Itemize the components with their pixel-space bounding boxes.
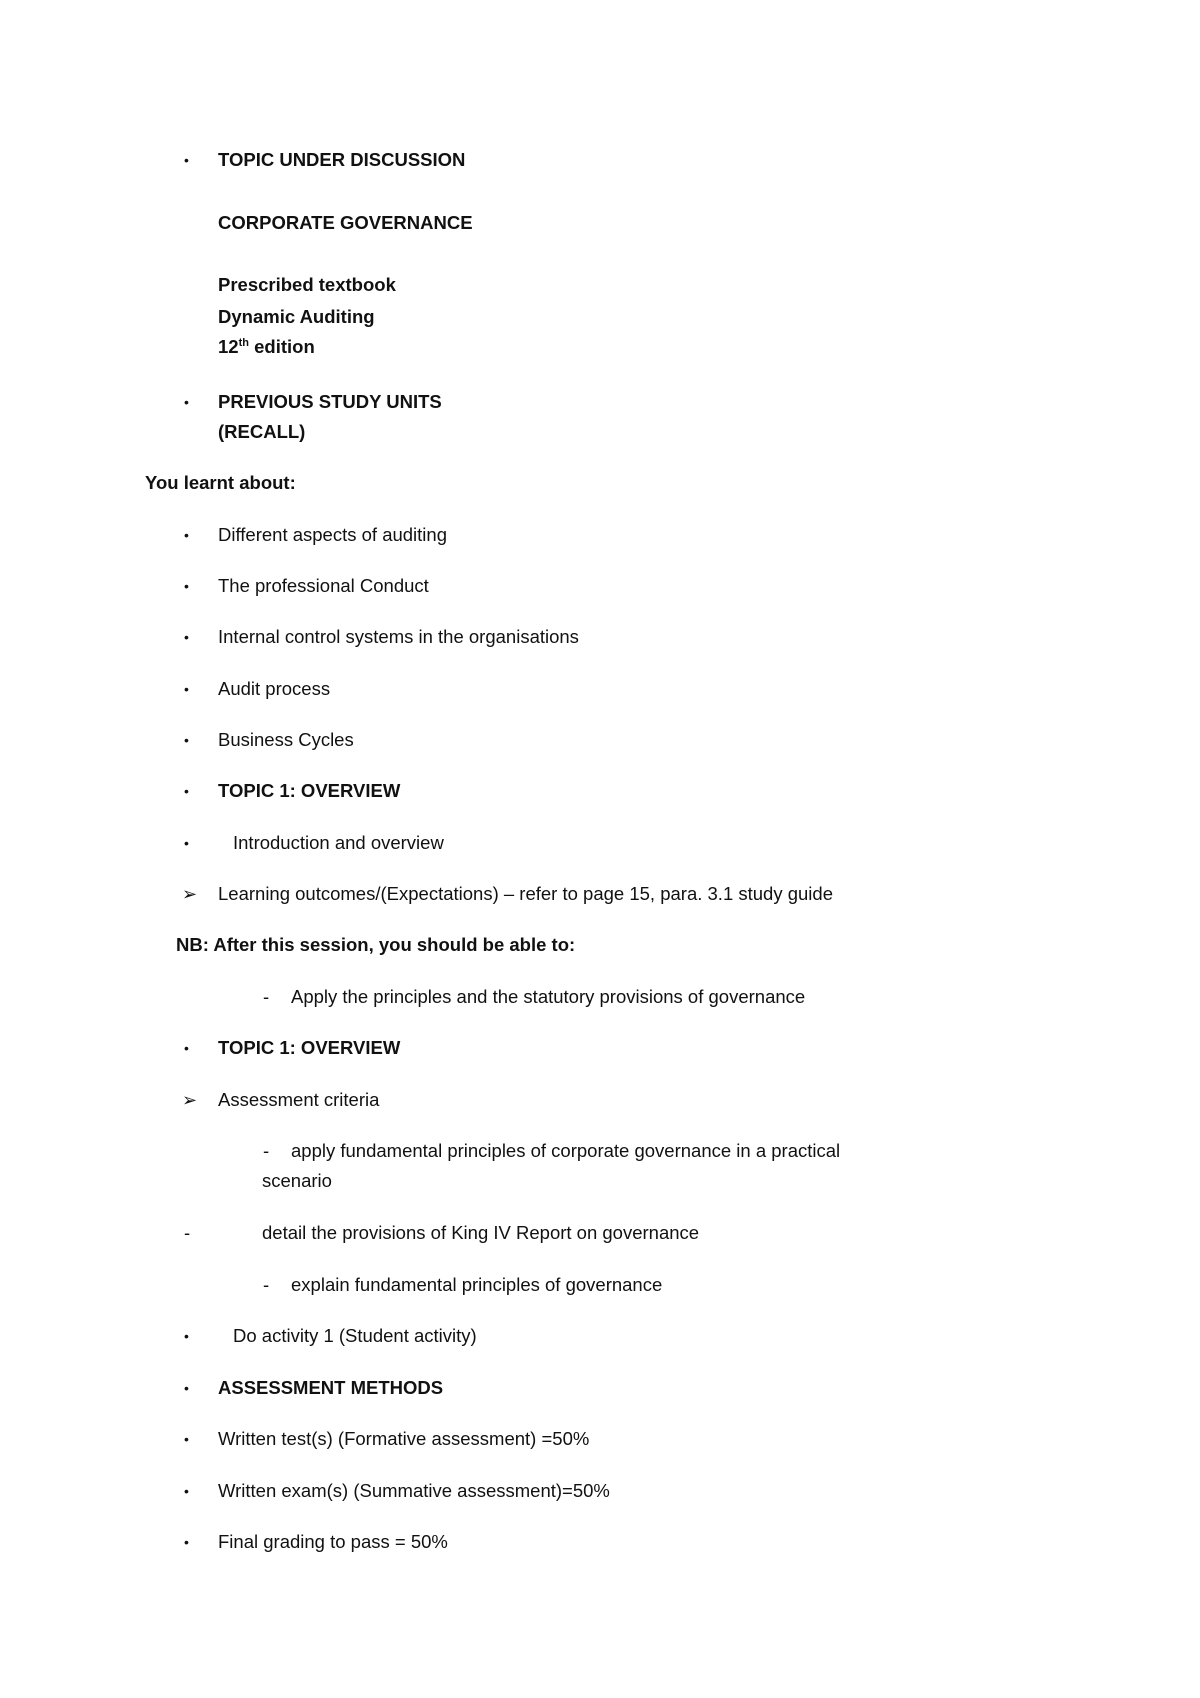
list-item: Introduction and overview bbox=[233, 832, 444, 853]
dash-icon: - bbox=[184, 1222, 191, 1243]
bullet-icon: • bbox=[184, 783, 189, 799]
bullet-icon: • bbox=[184, 1328, 189, 1344]
edition-word: edition bbox=[248, 336, 315, 357]
previous-units-heading: PREVIOUS STUDY UNITS bbox=[218, 391, 442, 412]
nb-heading: NB: After this session, you should be able to: bbox=[176, 934, 576, 955]
list-item: Business Cycles bbox=[218, 729, 354, 750]
topic-under-discussion-heading: TOPIC UNDER DISCUSSION bbox=[218, 149, 466, 170]
textbook-label: Prescribed textbook bbox=[218, 274, 396, 295]
bullet-icon: • bbox=[184, 578, 189, 594]
assessment-criteria-line: Assessment criteria bbox=[218, 1089, 380, 1110]
recall-label: (RECALL) bbox=[218, 421, 306, 442]
list-item: Written test(s) (Formative assessment) =50% bbox=[218, 1428, 590, 1449]
bullet-icon: • bbox=[184, 629, 189, 645]
dash-icon: - bbox=[263, 1274, 270, 1295]
bullet-icon: • bbox=[184, 835, 189, 851]
bullet-icon: • bbox=[184, 1483, 189, 1499]
list-item: apply fundamental principles of corporate governance in a practical bbox=[291, 1140, 841, 1161]
list-item: Apply the principles and the statutory provisions of governance bbox=[291, 986, 806, 1007]
list-item: Internal control systems in the organisations bbox=[218, 626, 579, 647]
you-learnt-heading: You learnt about: bbox=[145, 472, 296, 493]
corporate-governance-heading: CORPORATE GOVERNANCE bbox=[218, 212, 473, 233]
bullet-icon: • bbox=[184, 394, 189, 410]
textbook-title: Dynamic Auditing bbox=[218, 306, 375, 327]
activity-line: Do activity 1 (Student activity) bbox=[233, 1325, 477, 1346]
bullet-icon: • bbox=[184, 1431, 189, 1447]
textbook-edition bbox=[218, 336, 315, 358]
topic1-overview-heading: TOPIC 1: OVERVIEW bbox=[218, 780, 401, 801]
bullet-icon: • bbox=[184, 527, 189, 543]
list-item-continuation: scenario bbox=[262, 1170, 332, 1191]
list-item: Written exam(s) (Summative assessment)=50% bbox=[218, 1480, 610, 1501]
arrow-bullet-icon: ➢ bbox=[182, 884, 198, 904]
list-item: Different aspects of auditing bbox=[218, 524, 447, 545]
list-item: The professional Conduct bbox=[218, 575, 429, 596]
bullet-icon: • bbox=[184, 732, 189, 748]
learning-outcomes-line: Learning outcomes/(Expectations) – refer to page 15, para. 3.1 study guide bbox=[218, 883, 833, 904]
bullet-icon: • bbox=[184, 681, 189, 697]
edition-suffix: th bbox=[238, 336, 249, 349]
bullet-icon: • bbox=[184, 1040, 189, 1056]
list-item: explain fundamental principles of governance bbox=[291, 1274, 663, 1295]
dash-icon: - bbox=[263, 1140, 270, 1161]
dash-icon: - bbox=[263, 986, 270, 1007]
list-item: Final grading to pass = 50% bbox=[218, 1531, 448, 1552]
list-item: Audit process bbox=[218, 678, 331, 699]
assessment-methods-heading: ASSESSMENT METHODS bbox=[218, 1377, 444, 1398]
bullet-icon: • bbox=[184, 1534, 189, 1550]
topic1-overview-heading: TOPIC 1: OVERVIEW bbox=[218, 1037, 401, 1058]
edition-number: 12 bbox=[218, 336, 239, 357]
bullet-icon: • bbox=[184, 152, 189, 168]
arrow-bullet-icon: ➢ bbox=[182, 1090, 198, 1110]
list-item: detail the provisions of King IV Report on governance bbox=[262, 1222, 700, 1243]
bullet-icon: • bbox=[184, 1380, 189, 1396]
